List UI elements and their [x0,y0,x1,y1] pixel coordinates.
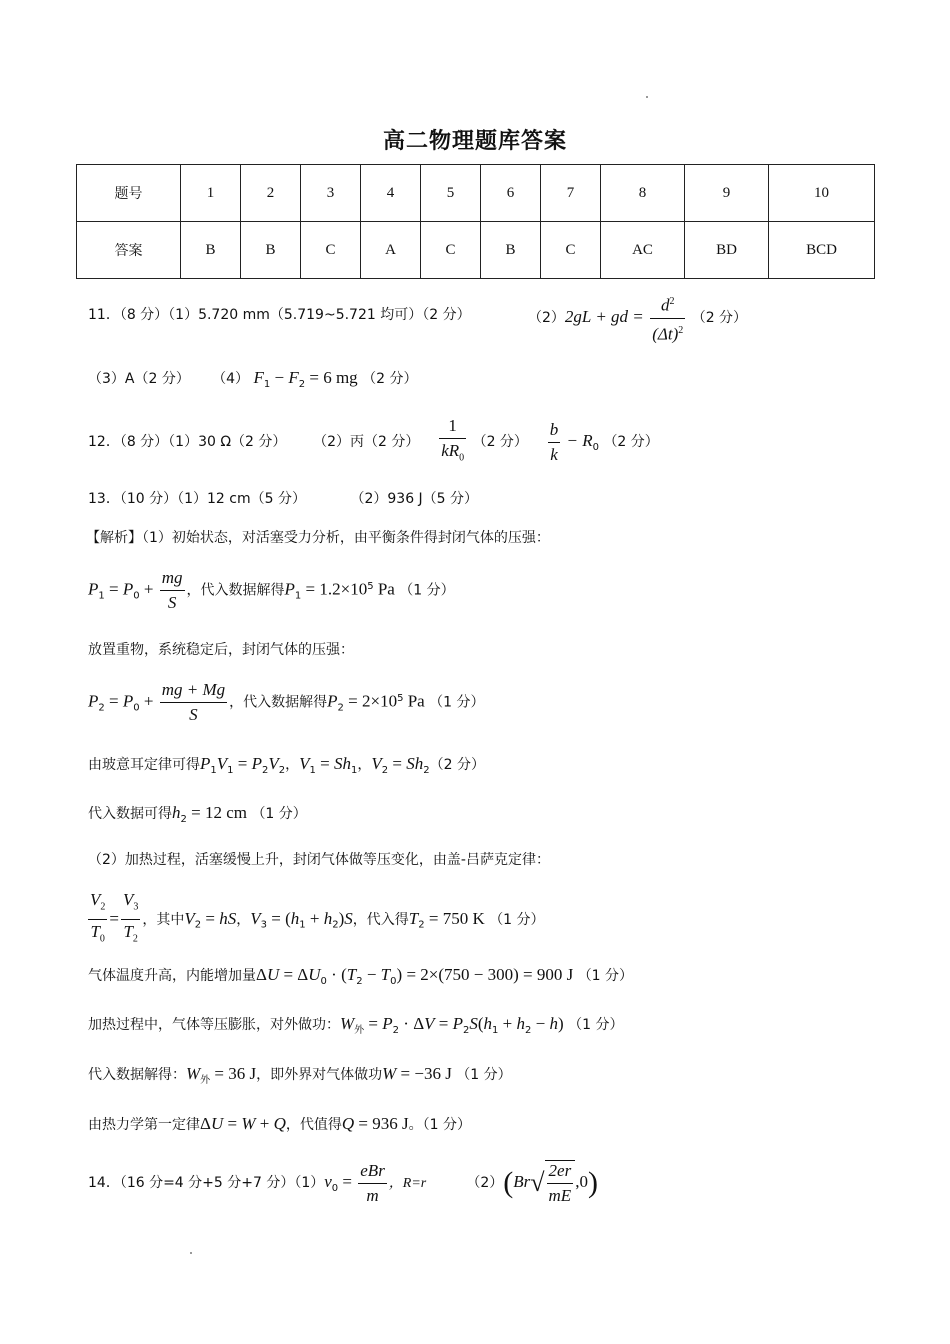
answer-table [76,164,875,279]
q12-f1-den-sub: 0 [459,452,465,464]
eq2-exp: 5 [397,692,404,704]
q11-p4-label: （4） [212,371,250,387]
w-ext-sub: 外 [354,1024,365,1036]
v0-den: m [366,1185,379,1205]
table-cell: B [241,222,301,279]
q12-p1: 12．（8 分）（1）30 Ω（2 分） [88,434,287,451]
q13-work2: 代入数据解得：$W_外 = 36$ J，即外界对气体做功W = −36 J （1 分） [88,1064,512,1086]
q13-analysis [86,527,550,547]
eq2-text: ，代入数据解得 [229,694,328,711]
table-cell: 4 [361,165,421,222]
q11-p4-F2: F [288,368,299,387]
q11-p2-score: （2 分） [691,310,748,327]
q11-p4-sub1: 1 [263,378,271,390]
gl-fraction-1: $\frac{V_2}{T_0}$ [90,890,106,945]
q13-eq2: $P_2 = P_0$ + $\frac{mg + Mg}{S}$ ，代入数据解得$P_2 = 2\times 10^5$ Pa （1 分） [88,680,485,724]
q12-f2-tail: − R [562,431,593,451]
h2-text: 代入数据可得 [88,806,172,822]
P1: P [88,579,99,599]
q12-f2-score: （2 分） [603,434,659,451]
q12-line [88,416,659,468]
eq2-fraction [160,680,227,725]
eq1-score: （1 分） [399,582,455,599]
eq2-val: = 2×10 [343,691,398,711]
w2-val2: = −36 J [396,1064,452,1083]
q14-p2: （2） [466,1175,504,1191]
boyle-text: 由玻意耳定律可得 [88,757,200,773]
analysis-text: （1）初始状态，对活塞受力分析，由平衡条件得封闭气体的压强： [142,530,550,546]
q12-f2-tail-sub: 0 [592,442,599,453]
q11-p4-score: （2 分） [362,371,418,387]
q13-gay-lussac: $\frac{V_2}{T_0}$ = $\frac{V_3}{T_2}$ ，其中$V_2$ = hS，$V_3 = (h_1 + h_2)S$，代入得$T_2 = 750$ K （1 分） [86,890,545,950]
table-row-answers [77,222,875,279]
q13-work: 加热过程中，气体等压膨胀，对外做功：$W_外 = P_2 \cdot \Delta V = P_2S(h_1 + h_2 - h)$ （1 分） [88,1014,624,1036]
eq1-fraction [160,568,185,613]
q12-p2: （2）丙（2 分） [313,434,420,451]
page-title: 高二物理题库答案 [382,129,567,154]
q12-f2-den: k [550,444,558,464]
h2-score: （1 分） [251,806,307,822]
w2-val: = 36 J [210,1064,257,1083]
q13-h2: 代入数据可得$h_2 = 12$ cm （1 分） [88,803,307,825]
q11-p2-den-exp: 2 [678,324,684,336]
q13-eq1: $P_1 = P_0$ + $\frac{mg}{S}$ ，代入数据解得$P_1 = 1.2\times 10^5$ Pa （1 分） [88,568,455,612]
q13-header [88,488,478,508]
q12-f1-score: （2 分） [472,434,528,451]
q11-part2 [528,292,747,344]
stray-mark [646,96,648,98]
table-cell: AC [601,222,685,279]
q14-line: 14．（16 分=4 分+5 分+7 分）$(1)v_0$ = $\frac{\text{eBr}}{m}$ ，R=r （2）(Br√ $\frac{2er}{mE}$ ,0) [88,1160,598,1205]
q13-boyle: 由玻意耳定律可得$P_1V_1 = P_2V_2$，$V_1 = Sh_1$，$V_2 = Sh_2(2$ 分） [88,754,485,776]
stray-mark [190,1252,192,1254]
eq2-num: mg + Mg [160,680,227,703]
q14-v0-fraction [358,1161,387,1206]
table-cell: C [301,222,361,279]
w2-mid: ，即外界对气体做功 [256,1067,383,1083]
q11-p4-minus: − [270,368,289,387]
first-law-mid: ，代值得 [285,1117,342,1133]
w2-text: 代入数据解得： [88,1067,186,1083]
first-law-text: 由热力学第一定律 [88,1117,200,1133]
row-header-answer: 答案 [77,222,181,279]
q13-delta-u: 气体温度升高，内能增加量$\Delta U = \Delta U_0 \cdot (T_2 - T_0) = 2\times(750 - 300) = 900$ J （1 分） [88,965,634,987]
table-row-numbers [77,165,875,222]
q12-fraction-2 [548,420,561,465]
q13-first-law: 由热力学第一定律ΔU = W + Q，代值得Q = 936 J。（1 分） [88,1114,471,1133]
eq1-unit: Pa [373,579,395,599]
q11-p4-sub2: 2 [298,378,306,390]
analysis-label: 【解析】 [86,530,142,546]
w2-ext-sub: 外 [200,1074,211,1086]
table-cell: C [541,222,601,279]
table-cell: 7 [541,165,601,222]
eq1-num: mg [160,568,185,591]
gl-fraction-2: $\frac{V_3}{T_2}$ [122,890,139,945]
v0-num: eBr [358,1161,387,1184]
table-cell: 2 [241,165,301,222]
table-cell: 10 [769,165,875,222]
q13-part2: （2）加热过程，活塞缓慢上升，封闭气体做等压变化，由盖-吕萨克定律： [88,852,550,868]
du-score: （1 分） [577,968,634,984]
q14-prefix: 14．（16 分=4 分+5 分+7 分）（1） [88,1175,325,1191]
q13-line2: 放置重物，系统稳定后，封闭气体的压强： [88,642,354,658]
q11-p2-lhs: 2gL + gd = [564,307,644,327]
table-cell: 1 [181,165,241,222]
sq-num: 2er [547,1161,574,1184]
q12-f2-num: b [548,420,561,443]
gl-val: = 750 K [424,908,485,928]
q13-p1: 13．（10 分）（1）12 cm（5 分） [88,491,306,507]
table-cell: BCD [769,222,875,279]
row-header-number: 题号 [77,165,181,222]
table-cell: B [181,222,241,279]
du-text: 气体温度升高，内能增加量 [88,968,256,984]
table-cell: B [481,222,541,279]
eq1-val: = 1.2×10 [301,579,368,599]
q12-fraction-1 [439,416,466,468]
table-cell: 6 [481,165,541,222]
q12-f1-num: 1 [439,416,466,439]
table-cell: 3 [301,165,361,222]
w-score: （1 分） [568,1017,624,1033]
table-cell: A [361,222,421,279]
q13-p2: （2）936 J（5 分） [350,491,479,507]
gl-text1: ，其中 [142,911,185,928]
q11-p4-F1: F [253,368,264,387]
eq2-den: S [189,705,198,724]
q11-p3: （3）A（2 分） [88,371,190,387]
q11-p2-fraction [650,292,685,344]
du-eq: = 2×(750 − 300) = 900 J [402,965,574,984]
q11-p2-num-exp: 2 [669,296,675,307]
q11-p2-den: (Δt) [652,324,679,344]
q11-part3-4 [88,368,417,390]
first-law-val: = 936 J [354,1114,409,1133]
gl-text2: ，代入得 [352,911,409,928]
q11-p2-label: （2） [528,310,565,327]
table-cell: BD [685,222,769,279]
q14-sqrt-fraction [547,1161,574,1206]
w2-score: （1 分） [456,1067,512,1083]
boyle-score: （2 分） [429,757,485,773]
w-text: 加热过程中，气体等压膨胀，对外做功： [88,1017,340,1033]
eq1-exp: 5 [367,580,374,592]
table-cell: 8 [601,165,685,222]
q11-p2-num: d [660,295,670,315]
table-cell: 9 [685,165,769,222]
first-law-end: 。（1 分） [408,1117,471,1133]
q14-tail: ,0 [575,1172,588,1191]
q11-p4-eq: = 6 mg [305,368,358,387]
eq2-unit: Pa [403,691,425,711]
h2-val: = 12 cm [186,803,247,822]
q11-part1: 11．（8 分）（1）5.720 mm（5.719~5.721 均可）（2 分） [88,307,471,323]
eq1-den: S [167,593,177,612]
q12-f1-den: kR [441,441,460,460]
sq-den: mE [548,1186,572,1205]
table-cell: C [421,222,481,279]
q14-rr: ，R=r [388,1176,427,1191]
table-cell: 5 [421,165,481,222]
gl-score: （1 分） [489,911,545,928]
eq2-score: （1 分） [429,694,485,711]
eq1-text: ，代入数据解得 [186,582,285,599]
